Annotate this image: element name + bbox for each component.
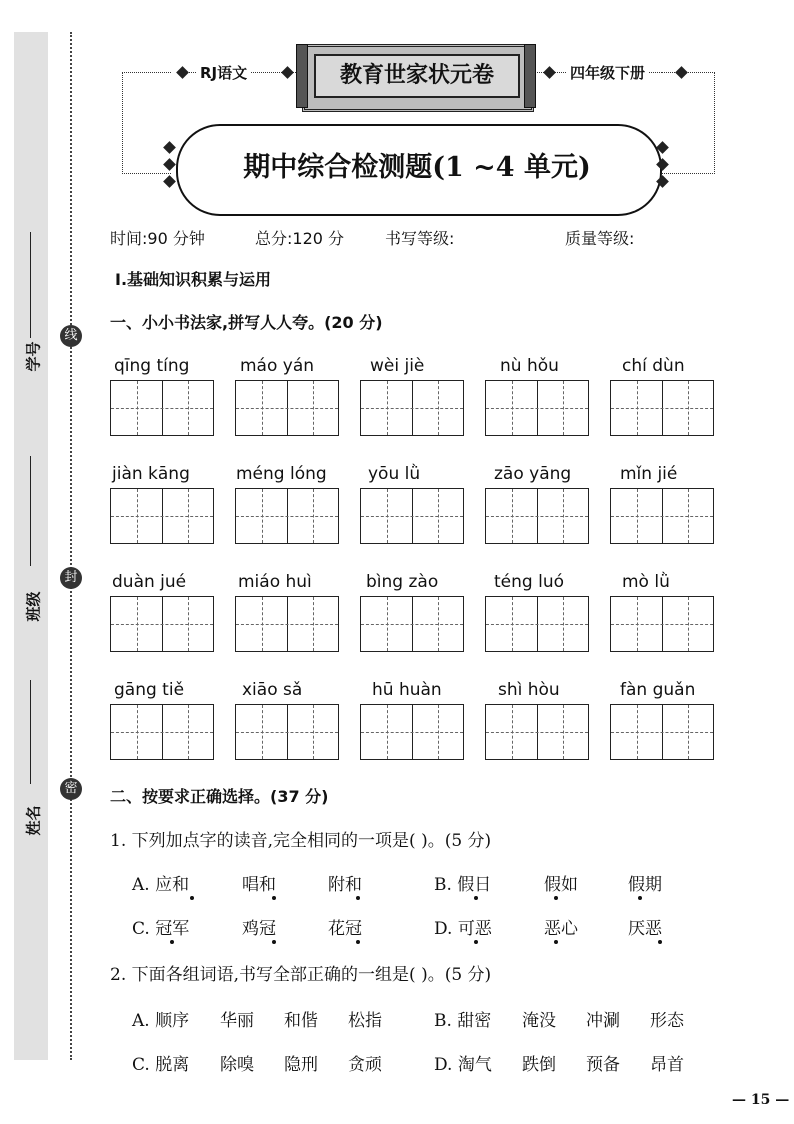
emphasis-dot bbox=[356, 896, 360, 900]
q2-option-c: C. 脱离 bbox=[132, 1055, 190, 1075]
writing-grid[interactable] bbox=[235, 380, 339, 436]
grade-tag: 四年级下册 bbox=[566, 62, 649, 83]
writing-grid[interactable] bbox=[110, 596, 214, 652]
q1-option-word: 花冠 bbox=[328, 919, 362, 939]
pinyin-label: yōu lǜ bbox=[368, 464, 421, 484]
pinyin-label: nù hǒu bbox=[500, 356, 559, 376]
writing-grade-label: 书写等级: bbox=[385, 229, 455, 248]
section-2-title: 二、按要求正确选择。(37 分) bbox=[110, 787, 329, 806]
pinyin-label: qīng tíng bbox=[114, 356, 190, 376]
writing-grid[interactable] bbox=[610, 488, 714, 544]
q2-option-word: 松指 bbox=[348, 1011, 382, 1031]
pinyin-label: méng lóng bbox=[236, 464, 327, 484]
q1-option-word: 附和 bbox=[328, 875, 362, 895]
pinyin-label: mò lǜ bbox=[622, 572, 670, 592]
header-right-frame bbox=[662, 72, 715, 174]
pinyin-label: zāo yāng bbox=[494, 464, 572, 484]
q1-option-word: 鸡冠 bbox=[242, 919, 276, 939]
writing-grid[interactable] bbox=[485, 380, 589, 436]
student-id-label: 学号 bbox=[24, 341, 43, 372]
emphasis-dot bbox=[272, 896, 276, 900]
q1-option-word: 假如 bbox=[544, 875, 578, 895]
pinyin-label: wèi jiè bbox=[370, 356, 425, 376]
question-2-stem: 2. 下面各组词语,书写全部正确的一组是( )。(5 分) bbox=[110, 965, 492, 985]
q1-option-a: A. 应和 bbox=[132, 875, 190, 895]
q2-option-word: 冲涮 bbox=[586, 1011, 620, 1031]
exam-time: 时间:90 分钟 bbox=[110, 229, 205, 248]
pinyin-label: téng luó bbox=[494, 572, 564, 592]
diamond-icon bbox=[163, 175, 176, 188]
emphasis-dot bbox=[474, 940, 478, 944]
section-1-title: 一、小小书法家,拼写人人夸。(20 分) bbox=[110, 313, 383, 332]
q1-option-word: 恶心 bbox=[544, 919, 578, 939]
emphasis-dot bbox=[356, 940, 360, 944]
writing-grid[interactable] bbox=[610, 704, 714, 760]
writing-grid[interactable] bbox=[485, 596, 589, 652]
q2-option-word: 华丽 bbox=[220, 1011, 254, 1031]
writing-grid[interactable] bbox=[610, 596, 714, 652]
q2-option-word: 和偕 bbox=[284, 1011, 318, 1031]
writing-grid[interactable] bbox=[110, 380, 214, 436]
emphasis-dot bbox=[658, 940, 662, 944]
emphasis-dot bbox=[474, 896, 478, 900]
emphasis-dot bbox=[272, 940, 276, 944]
header-left-frame bbox=[122, 72, 171, 174]
q2-option-word: 隐刑 bbox=[284, 1055, 318, 1075]
binding-mark-line: 线 bbox=[60, 325, 82, 347]
pinyin-label: duàn jué bbox=[112, 572, 187, 592]
subject-tag: RJ语文 bbox=[196, 62, 251, 83]
class-underline bbox=[30, 456, 31, 566]
pinyin-label: miáo huì bbox=[238, 572, 312, 592]
exam-title: 期中综合检测题(1 ~4 单元) bbox=[243, 152, 591, 183]
emphasis-dot bbox=[638, 896, 642, 900]
q2-option-word: 形态 bbox=[650, 1011, 684, 1031]
writing-grid[interactable] bbox=[235, 596, 339, 652]
writing-grid[interactable] bbox=[110, 488, 214, 544]
q1-option-d: D. 可恶 bbox=[434, 919, 492, 939]
writing-grid[interactable] bbox=[235, 704, 339, 760]
q2-option-word: 昂首 bbox=[650, 1055, 684, 1075]
q2-option-word: 预备 bbox=[586, 1055, 620, 1075]
pinyin-label: mǐn jié bbox=[620, 464, 678, 484]
pinyin-label: fàn guǎn bbox=[620, 680, 696, 700]
q2-option-word: 除嗅 bbox=[220, 1055, 254, 1075]
emphasis-dot bbox=[190, 896, 194, 900]
q2-option-a: A. 顺序 bbox=[132, 1011, 190, 1031]
q2-option-word: 淹没 bbox=[522, 1011, 556, 1031]
name-label: 姓名 bbox=[24, 805, 43, 836]
diamond-icon bbox=[281, 66, 294, 79]
exam-total: 总分:120 分 bbox=[255, 229, 345, 248]
student-id-underline bbox=[30, 232, 31, 338]
pinyin-label: xiāo sǎ bbox=[242, 680, 303, 700]
binding-strip bbox=[14, 32, 48, 1060]
binding-mark-seal: 封 bbox=[60, 567, 82, 589]
emphasis-dot bbox=[554, 940, 558, 944]
q2-option-word: 贪顽 bbox=[348, 1055, 382, 1075]
writing-grid[interactable] bbox=[235, 488, 339, 544]
writing-grid[interactable] bbox=[360, 488, 464, 544]
q1-option-word: 厌恶 bbox=[628, 919, 662, 939]
page-number: — 15 — bbox=[732, 1092, 790, 1108]
pinyin-label: hū huàn bbox=[372, 680, 442, 700]
writing-grid[interactable] bbox=[610, 380, 714, 436]
writing-grid[interactable] bbox=[485, 488, 589, 544]
pinyin-label: chí dùn bbox=[622, 356, 685, 376]
q2-option-d: D. 淘气 bbox=[434, 1055, 492, 1075]
pinyin-label: jiàn kāng bbox=[112, 464, 190, 484]
q1-option-b: B. 假日 bbox=[434, 875, 492, 895]
banner-scroll-right bbox=[524, 44, 536, 108]
banner-scroll-left bbox=[296, 44, 308, 108]
quality-grade-label: 质量等级: bbox=[565, 229, 635, 248]
question-1-stem: 1. 下列加点字的读音,完全相同的一项是( )。(5 分) bbox=[110, 831, 492, 851]
part-heading: Ⅰ.基础知识积累与运用 bbox=[115, 270, 272, 289]
writing-grid[interactable] bbox=[360, 704, 464, 760]
pinyin-label: bìng zào bbox=[366, 572, 439, 592]
binding-dotted-line bbox=[70, 32, 72, 1060]
writing-grid[interactable] bbox=[485, 704, 589, 760]
pinyin-label: gāng tiě bbox=[114, 680, 185, 700]
emphasis-dot bbox=[554, 896, 558, 900]
pinyin-label: shì hòu bbox=[498, 680, 560, 700]
q1-option-c: C. 冠军 bbox=[132, 919, 190, 939]
q1-option-word: 唱和 bbox=[242, 875, 276, 895]
series-title: 教育世家状元卷 bbox=[314, 54, 520, 98]
diamond-icon bbox=[543, 66, 556, 79]
binding-mark-close: 密 bbox=[60, 778, 82, 800]
emphasis-dot bbox=[170, 940, 174, 944]
q2-option-word: 跌倒 bbox=[522, 1055, 556, 1075]
pinyin-label: máo yán bbox=[240, 356, 315, 376]
class-label: 班级 bbox=[24, 591, 43, 622]
writing-grid[interactable] bbox=[360, 380, 464, 436]
writing-grid[interactable] bbox=[360, 596, 464, 652]
name-underline bbox=[30, 680, 31, 784]
diamond-icon bbox=[176, 66, 189, 79]
q1-option-word: 假期 bbox=[628, 875, 662, 895]
writing-grid[interactable] bbox=[110, 704, 214, 760]
q2-option-b: B. 甜密 bbox=[434, 1011, 492, 1031]
